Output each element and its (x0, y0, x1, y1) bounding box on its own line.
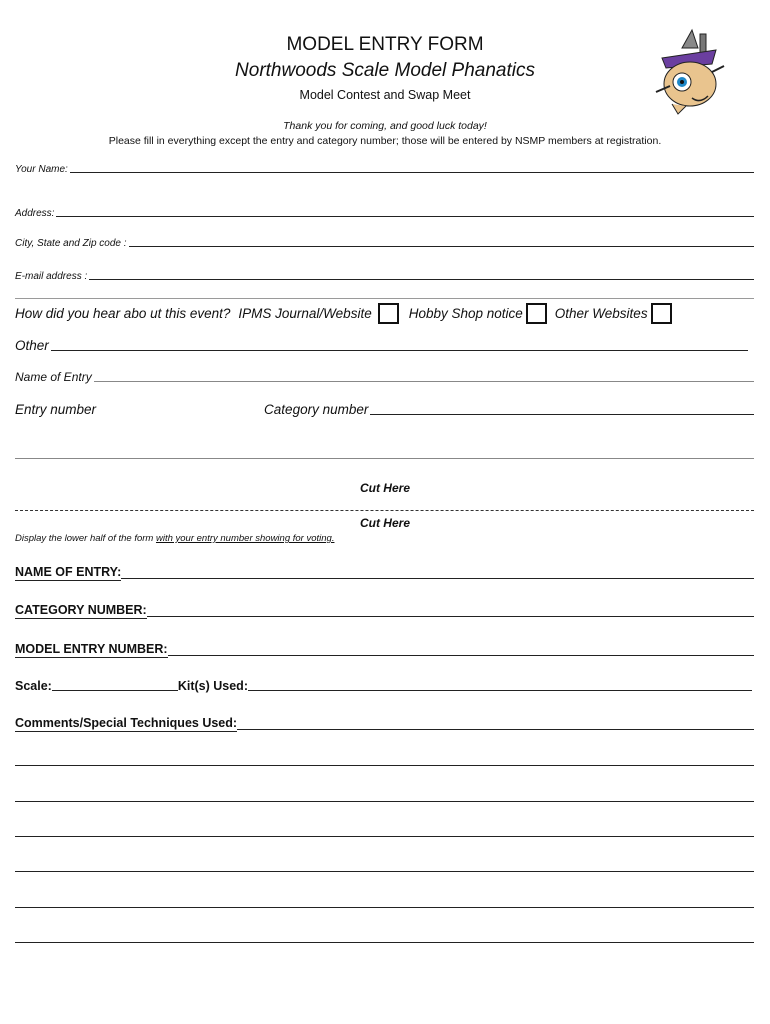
city-state-zip-field[interactable] (15, 238, 754, 249)
scale-label: Scale: (15, 679, 52, 693)
scale-line[interactable] (52, 690, 178, 691)
lower-name-of-entry-line[interactable] (121, 578, 754, 579)
category-number-label: Category number (264, 402, 369, 417)
entry-category-row (15, 402, 754, 417)
cut-here-top: Cut Here (359, 481, 410, 495)
comments-blank-line-3[interactable] (15, 836, 754, 837)
option-ipms-label: IPMS Journal/Website (238, 306, 372, 321)
name-of-entry-line[interactable] (94, 380, 754, 382)
email-label: E-mail address : (15, 271, 88, 282)
email-line[interactable] (89, 278, 754, 280)
lower-name-of-entry-field[interactable] (15, 565, 754, 581)
cut-line (15, 510, 754, 511)
option-hobby-shop-label: Hobby Shop notice (408, 306, 523, 321)
comments-field[interactable] (15, 716, 754, 732)
option-ipms-checkbox[interactable] (378, 303, 399, 324)
lower-category-number-line[interactable] (147, 616, 754, 617)
form-title: MODEL ENTRY FORM (286, 34, 484, 55)
comments-blank-line-6[interactable] (15, 942, 754, 943)
option-hobby-shop[interactable] (409, 303, 547, 324)
option-hobby-shop-checkbox[interactable] (526, 303, 547, 324)
cut-here-bottom: Cut Here (359, 516, 410, 530)
other-label: Other (15, 338, 49, 353)
club-name: Northwoods Scale Model Phanatics (235, 60, 535, 81)
comments-blank-line-1[interactable] (15, 765, 754, 766)
hear-about-label: How did you hear abo ut this event? (15, 306, 231, 321)
kits-used-line[interactable] (248, 690, 752, 691)
instructions: Please fill in everything except the entry and category number; those will be entered by NSMP members at registration. (108, 135, 662, 147)
entry-number-line[interactable] (98, 414, 264, 415)
name-of-entry-field[interactable] (15, 370, 754, 384)
your-name-line[interactable] (70, 171, 754, 173)
hear-about-question (15, 303, 672, 324)
other-line[interactable] (51, 349, 748, 351)
option-other-websites[interactable] (555, 303, 672, 324)
cartoon-modeler-mascot-icon (652, 28, 726, 116)
event-name: Model Contest and Swap Meet (299, 88, 471, 102)
option-other-websites-label: Other Websites (554, 306, 648, 321)
thanks-note: Thank you for coming, and good luck today! (283, 120, 487, 132)
comments-line[interactable] (237, 729, 754, 730)
kits-used-label: Kit(s) Used: (177, 679, 248, 693)
divider (15, 298, 754, 299)
lower-model-entry-number-line[interactable] (168, 655, 754, 656)
display-note-underlined: with your entry number showing for voting. (155, 533, 335, 544)
lower-name-of-entry-label: NAME OF ENTRY: (15, 565, 122, 579)
lower-category-number-field[interactable] (15, 603, 754, 619)
lower-category-number-label: CATEGORY NUMBER: (15, 603, 147, 617)
option-other-websites-checkbox[interactable] (651, 303, 672, 324)
comments-blank-line-5[interactable] (15, 907, 754, 908)
scale-kits-row (15, 679, 752, 693)
your-name-field[interactable] (15, 164, 754, 175)
display-note (15, 533, 334, 544)
address-field[interactable] (15, 208, 754, 219)
comments-blank-line-4[interactable] (15, 871, 754, 872)
your-name-label: Your Name: (15, 164, 68, 175)
other-field[interactable] (15, 338, 748, 353)
entry-number-label: Entry number (15, 402, 97, 417)
name-of-entry-label: Name of Entry (15, 370, 92, 384)
lower-model-entry-number-field[interactable] (15, 642, 754, 658)
comments-blank-line-2[interactable] (15, 801, 754, 802)
comments-label: Comments/Special Techniques Used: (15, 716, 238, 730)
option-ipms[interactable] (238, 303, 398, 324)
city-state-zip-line[interactable] (129, 245, 754, 247)
display-note-text: Display the lower half of the form (15, 533, 156, 544)
email-field[interactable] (15, 271, 754, 282)
lower-model-entry-number-label: MODEL ENTRY NUMBER: (15, 642, 168, 656)
address-label: Address: (15, 208, 55, 219)
city-state-zip-label: City, State and Zip code : (15, 238, 127, 249)
category-number-line[interactable] (370, 413, 754, 415)
blank-line (15, 458, 754, 459)
address-line[interactable] (56, 215, 754, 217)
